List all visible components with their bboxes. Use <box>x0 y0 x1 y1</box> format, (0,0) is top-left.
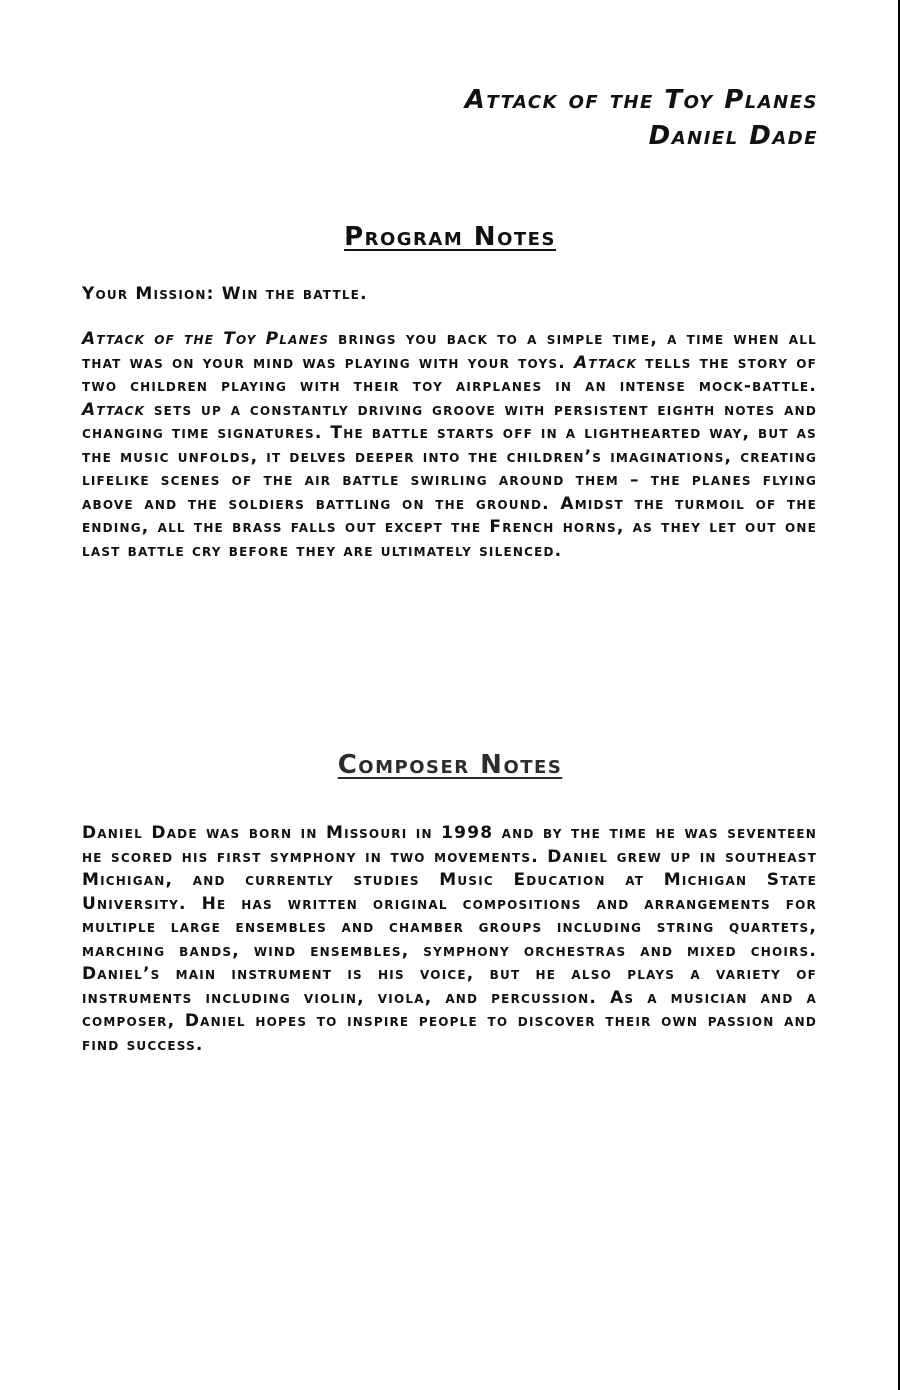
program-text-2: tells the story of two children playing with their toy airplanes in an intense mock-battle. <box>82 352 818 396</box>
piece-header <box>465 82 818 154</box>
title-reference: Attack of the Toy Planes <box>82 329 330 349</box>
program-notes-heading: Program Notes <box>344 222 556 252</box>
program-text-3: sets up a constantly driving groove with persistent eighth notes and changing time signatures. The battle starts off in a lighthearted way, but as the music unfolds, it delves deeper into the children’s imaginations, creating lifelike scenes of the air battle swirling around them – the planes flying above and the soldiers battling on the ground. Amidst the turmoil of the ending, all the brass falls out except the French horns, as they let out one last battle cry before they are ultimately silenced. <box>82 399 817 561</box>
program-notes-body <box>82 328 817 563</box>
piece-title: Attack of the Toy Planes <box>464 85 818 115</box>
composer-notes-heading: Composer Notes <box>337 750 563 780</box>
program-text-1: brings you back to a simple time, a time when all that was on your mind was playing with your toys. <box>82 329 817 373</box>
composer-name: Daniel Dade <box>648 121 818 151</box>
mission-statement: Your Mission: Win the battle. <box>82 284 368 304</box>
attack-reference-2: Attack <box>82 399 146 420</box>
composer-notes-body: Daniel Dade was born in Missouri in 1998 and by the time he was seventeen he scored his first symphony in two movements. Daniel grew up in southeast Michigan, and currently studies Music Education at Michigan State University. He has written original compositions and arrangements for multiple large ensembles and chamber groups including string quartets, marching bands, wind ensembles, symphony orchestras and mixed choirs. Daniel’s main instrument is his voice, but he also plays a variety of instruments including violin, viola, and percussion. As a musician and a composer, Daniel hopes to inspire people to discover their own passion and find success. <box>82 823 817 1055</box>
attack-reference-1: Attack <box>574 352 638 373</box>
